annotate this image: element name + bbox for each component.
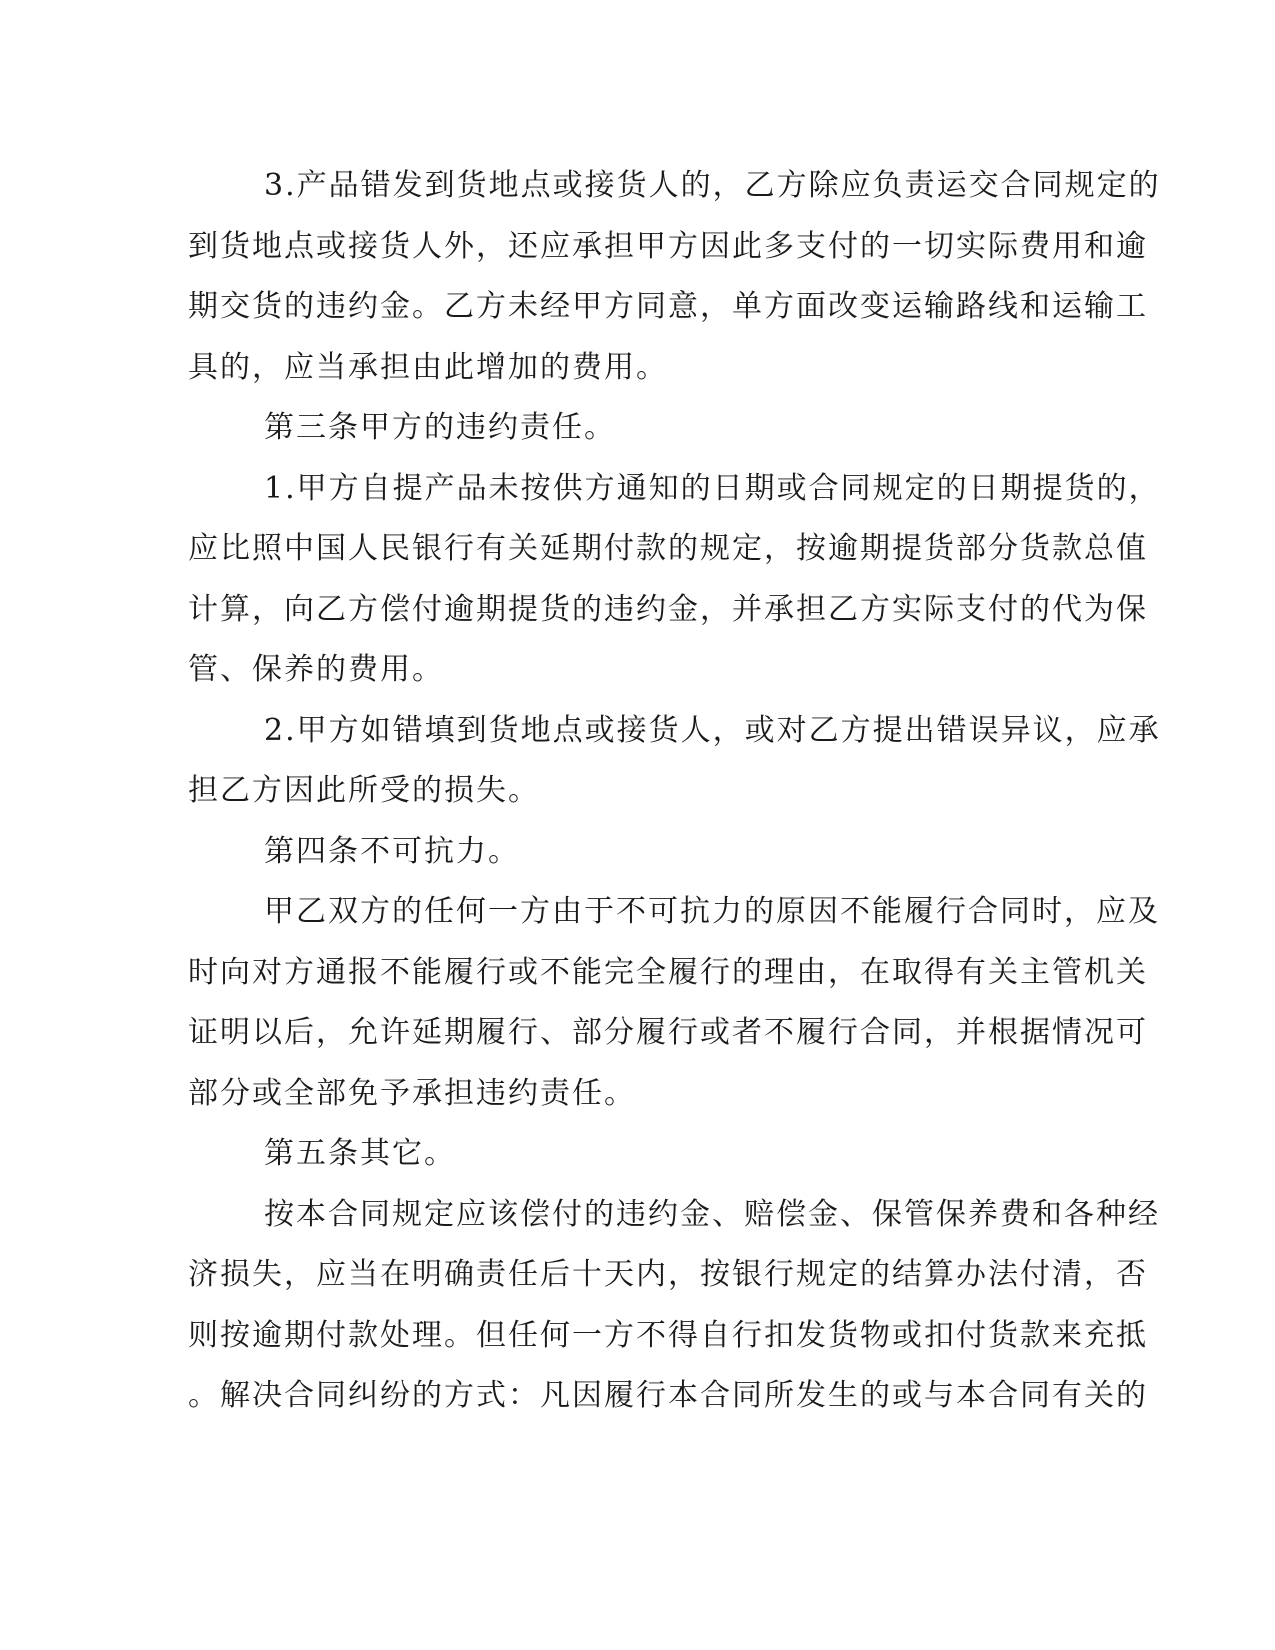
text-line: 济损失，应当在明确责任后十天内，按银行规定的结算办法付清，否 [188, 1257, 1148, 1292]
section-heading: 第四条不可抗力。 [264, 833, 520, 869]
text-line: 部分或全部免予承担违约责任。 [188, 1075, 636, 1111]
text-line: 到货地点或接货人外，还应承担甲方因此多支付的一切实际费用和逾 [188, 228, 1148, 264]
text-line: 则按逾期付款处理。但任何一方不得自行扣发货物或扣付货款来充抵 [188, 1317, 1148, 1353]
text-line: 应比照中国人民银行有关延期付款的规定，按逾期提货部分货款总值 [188, 531, 1148, 566]
text-line: 时向对方通报不能履行或不能完全履行的理由，在取得有关主管机关 [188, 954, 1148, 990]
text-line: 3.产品错发到货地点或接货人的，乙方除应负责运交合同规定的 [264, 168, 1161, 203]
text-line: 甲乙双方的任何一方由于不可抗力的原因不能履行合同时，应及 [264, 894, 1160, 929]
text-line: 管、保养的费用。 [188, 652, 444, 687]
text-line: 具的，应当承担由此增加的费用。 [188, 349, 668, 385]
section-heading: 第五条其它。 [264, 1136, 456, 1171]
text-line: 2.甲方如错填到货地点或接货人，或对乙方提出错误异议，应承 [264, 712, 1161, 748]
text-line: 证明以后，允许延期履行、部分履行或者不履行合同，并根据情况可 [188, 1015, 1148, 1050]
text-line: 。解决合同纠纷的方式：凡因履行本合同所发生的或与本合同有关的 [188, 1378, 1148, 1413]
text-line: 担乙方因此所受的损失。 [188, 773, 540, 808]
section-heading: 第三条甲方的违约责任。 [264, 410, 616, 445]
text-line: 1.甲方自提产品未按供方通知的日期或合同规定的日期提货的， [264, 470, 1161, 506]
text-line: 按本合同规定应该偿付的违约金、赔偿金、保管保养费和各种经 [264, 1196, 1160, 1232]
text-line: 期交货的违约金。乙方未经甲方同意，单方面改变运输路线和运输工 [188, 289, 1148, 324]
text-line: 计算，向乙方偿付逾期提货的违约金，并承担乙方实际支付的代为保 [188, 591, 1148, 627]
contract-text-body [188, 156, 1161, 1427]
